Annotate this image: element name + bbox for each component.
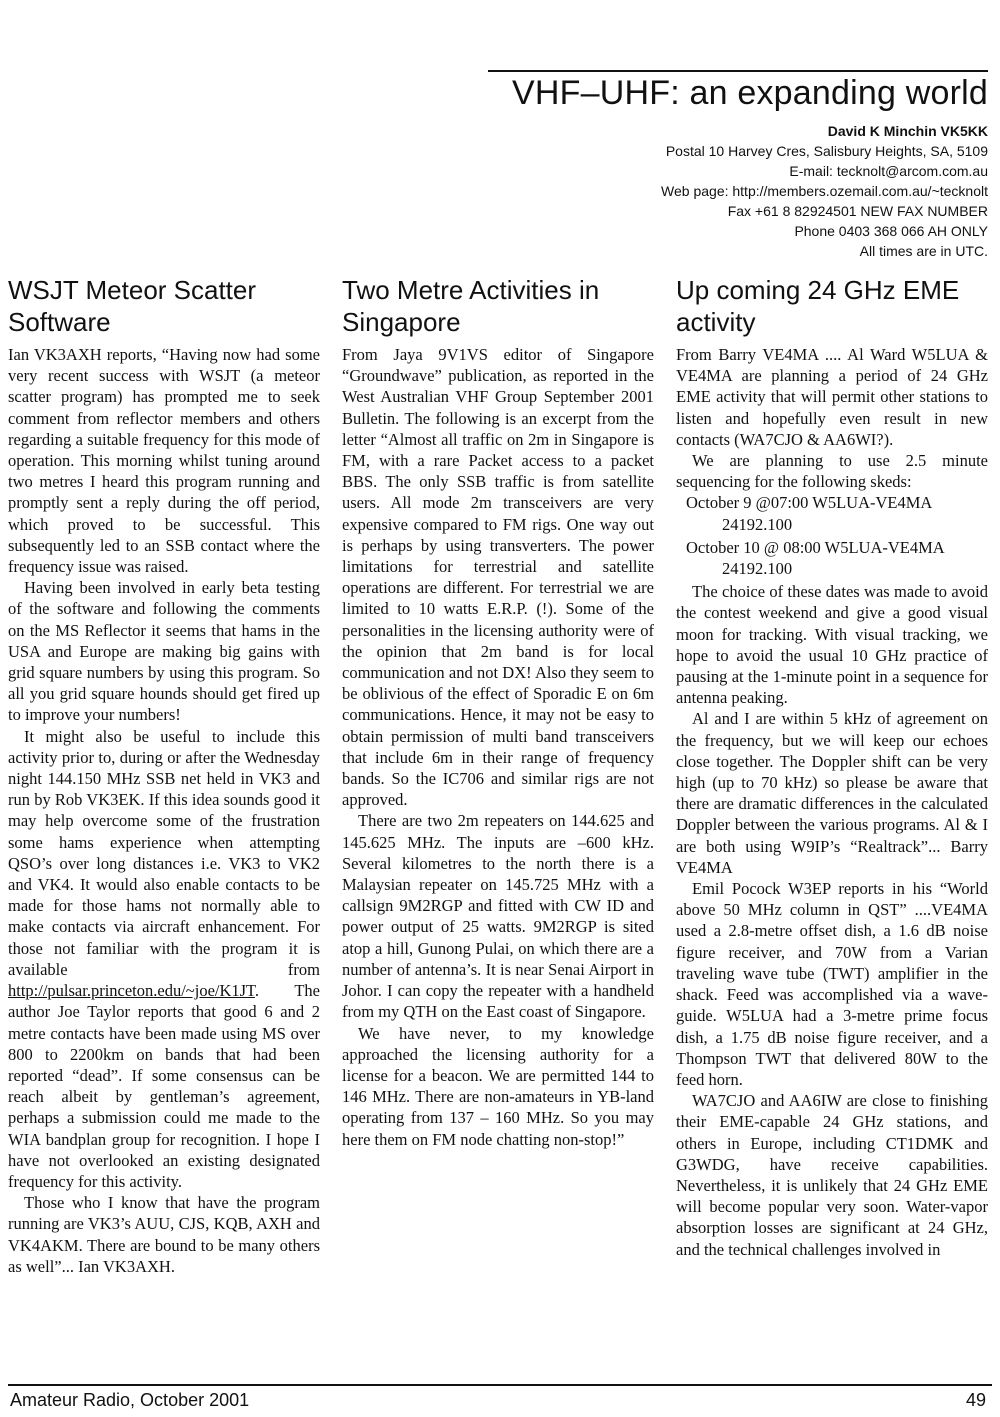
time-note: All times are in UTC. bbox=[859, 243, 988, 259]
article-singapore bbox=[342, 274, 654, 1384]
paragraph: Having been involved in early beta testing of the software and following the comments on the MS Reflector it seems that hams in the USA and Europe are making big gains with grid square numbers by using this program. So all you grid square hounds should get fired up to improve your numbers! bbox=[8, 578, 320, 725]
sked-time: October 9 @07:00 W5LUA-VE4MA bbox=[686, 493, 933, 513]
column-title: VHF–UHF: an expanding world bbox=[512, 74, 988, 112]
article-24ghz-eme bbox=[676, 274, 988, 1384]
publication-name: Amateur Radio, October 2001 bbox=[10, 1390, 250, 1410]
sked-frequency: 24192.100 bbox=[722, 514, 793, 534]
article-columns bbox=[8, 274, 990, 1384]
paragraph: Emil Pocock W3EP reports in his “World above 50 MHz column in QST” ....VE4MA used a 2.8-metre offset dish, a 1.6 dB noise figure receiver, and 70W from a Varian traveling wave tube (TWT) amplifier in the shack. Feed was accomplished via a wave-guide. W5LUA had a 3-metre prime focus dish, a 1.75 dB noise figure receiver, and a Thompson TWT that delivered 80W to the feed horn. bbox=[676, 879, 988, 1089]
paragraph: The choice of these dates was made to avoid the contest weekend and give a good visual moon for tracking. With visual tracking, we hope to avoid the usual 10 GHz practice of pausing at the 1-minute point in a sequence for antenna peaking. bbox=[676, 582, 988, 708]
author-name: David K Minchin VK5KK bbox=[827, 123, 988, 139]
fax-number: Fax +61 8 82924501 NEW FAX NUMBER bbox=[727, 203, 988, 219]
sked-entry bbox=[676, 492, 988, 534]
paragraph: Those who I know that have the program running are VK3’s AUU, CJS, KQB, AXH and VK4AKM. There are bound to be many others as well”... Ian VK3AXH. bbox=[8, 1193, 320, 1276]
paragraph: We are planning to use 2.5 minute sequencing for the following skeds: bbox=[676, 451, 988, 492]
page-number: 49 bbox=[965, 1390, 986, 1410]
article-title: Up coming 24 GHz EME activity bbox=[676, 275, 960, 337]
paragraph-text: . The author Joe Taylor reports that good 6 and 2 metre contacts have been made using MS over 800 to 2200km on bands that had been reported “dead”. If some consensus can be reach albeit by gentleman’s agreement, perhaps a submission could me made to the WIA bandplan group for recognition. I hope I have not overlooked an existing designated frequency for this activity. bbox=[8, 981, 320, 1191]
paragraph bbox=[8, 726, 320, 1192]
paragraph: Ian VK3AXH reports, “Having now had some very recent success with WSJT (a meteor scatter program) has prompted me to seek comment from reflector members and others regarding a suitable frequency for this mode of operation. This morning whilst tuning around two metres I heard this program running and promptly sent a reply during the off period, which proved to be successful. This subsequently led to an SSB contact where the frequency issue was raised. bbox=[8, 345, 320, 577]
footer-rule bbox=[8, 1384, 992, 1386]
email-address: E-mail: tecknolt@arcom.com.au bbox=[789, 163, 988, 179]
article-title: Two Metre Activities in Singapore bbox=[342, 275, 600, 337]
page-footer bbox=[0, 1384, 1000, 1417]
phone-number: Phone 0403 368 066 AH ONLY bbox=[794, 223, 988, 239]
paragraph: From Barry VE4MA .... Al Ward W5LUA & VE4MA are planning a period of 24 GHz EME activity that will permit other stations to listen and hopefully even result in new contacts (WA7CJO & AA6WI?). bbox=[676, 345, 988, 449]
wsjt-link[interactable]: http://pulsar.princeton.edu/~joe/K1JT bbox=[8, 981, 255, 1001]
sked-frequency: 24192.100 bbox=[722, 559, 793, 579]
web-page: Web page: http://members.ozemail.com.au/~tecknolt bbox=[661, 183, 988, 199]
sked-entry bbox=[676, 537, 988, 579]
header-rule bbox=[488, 70, 988, 72]
contact-block bbox=[488, 121, 988, 261]
paragraph: From Jaya 9V1VS editor of Singapore “Groundwave” publication, as reported in the West Australian VHF Group September 2001 Bulletin. The following is an excerpt from the letter “Almost all traffic on 2m in Singapore is FM, with a rare Packet access to a packet BBS. The only SSB traffic is from satellite users. All mode 2m transceivers are very expensive compared to FM rigs. One way out is perhaps by using transverters. The power limitations for terrestrial and satellite operations are different. For terrestrial we are limited to 10 watts E.R.P. (!). Some of the personalities in the licensing authority were of the opinion that 2m band is for local communication and not DX! Also they seem to be oblivious of the effect of Sporadic E on 6m communications. Hence, it may not be easy to obtain permission of multi band transceivers that include 6m in their range of frequency bands. So the IC706 and similar rigs are not approved. bbox=[342, 345, 654, 810]
paragraph: Al and I are within 5 kHz of agreement on the frequency, but we will keep our echoes close together. The Doppler shift can be very high (up to 70 kHz) so please be aware that there are dramatic differences in the calculated Doppler between the various programs. Al & I are both using W9IP’s “Realtrack”... Barry VE4MA bbox=[676, 709, 988, 877]
paragraph: We have never, to my knowledge approached the licensing authority for a license for a beacon. We are permitted 144 to 146 MHz. There are non-amateurs in YB-land operating from 137 – 160 MHz. So you may here them on FM node chatting non-stop!” bbox=[342, 1023, 654, 1149]
article-wsjt bbox=[8, 274, 320, 1384]
paragraph: There are two 2m repeaters on 144.625 and 145.625 MHz. The inputs are –600 kHz. Several kilometres to the north there is a Malaysian repeater on 145.725 MHz with a callsign 9M2RGP and fitted with CW ID and power output of 25 watts. 9M2RGP is sited atop a hill, Gunong Pulai, on which there are a number of antenna’s. It is near Senai Airport in Johor. I can copy the repeater with a handheld from my QTH on the East coast of Singapore. bbox=[342, 811, 654, 1022]
column-header bbox=[488, 70, 988, 261]
article-title: WSJT Meteor Scatter Software bbox=[8, 275, 257, 337]
paragraph-text: It might also be useful to include this activity prior to, during or after the Wednesday night 144.150 MHz SSB net held in VK3 and run by Rob VK3EK. If this idea sounds good it may help overcome some of the frustration some hams experience when attempting QSO’s over long distances i.e. VK3 to VK2 and VK4. It would also enable contacts to be made for those hams not normally able to make contacts via aircraft enhancement. For those not familiar with the program it is available from bbox=[8, 726, 320, 979]
paragraph: WA7CJO and AA6IW are close to finishing their EME-capable 24 GHz stations, and others in Europe, including CT1DMK and G3WDG, have receive capabilities. Nevertheless, it is unlikely that 24 GHz EME will become popular very soon. Water-vapor absorption losses are significant at 24 GHz, and the technical challenges involved in bbox=[676, 1091, 988, 1259]
sked-time: October 10 @ 08:00 W5LUA-VE4MA bbox=[686, 537, 945, 557]
postal-address: Postal 10 Harvey Cres, Salisbury Heights, SA, 5109 bbox=[665, 143, 988, 159]
